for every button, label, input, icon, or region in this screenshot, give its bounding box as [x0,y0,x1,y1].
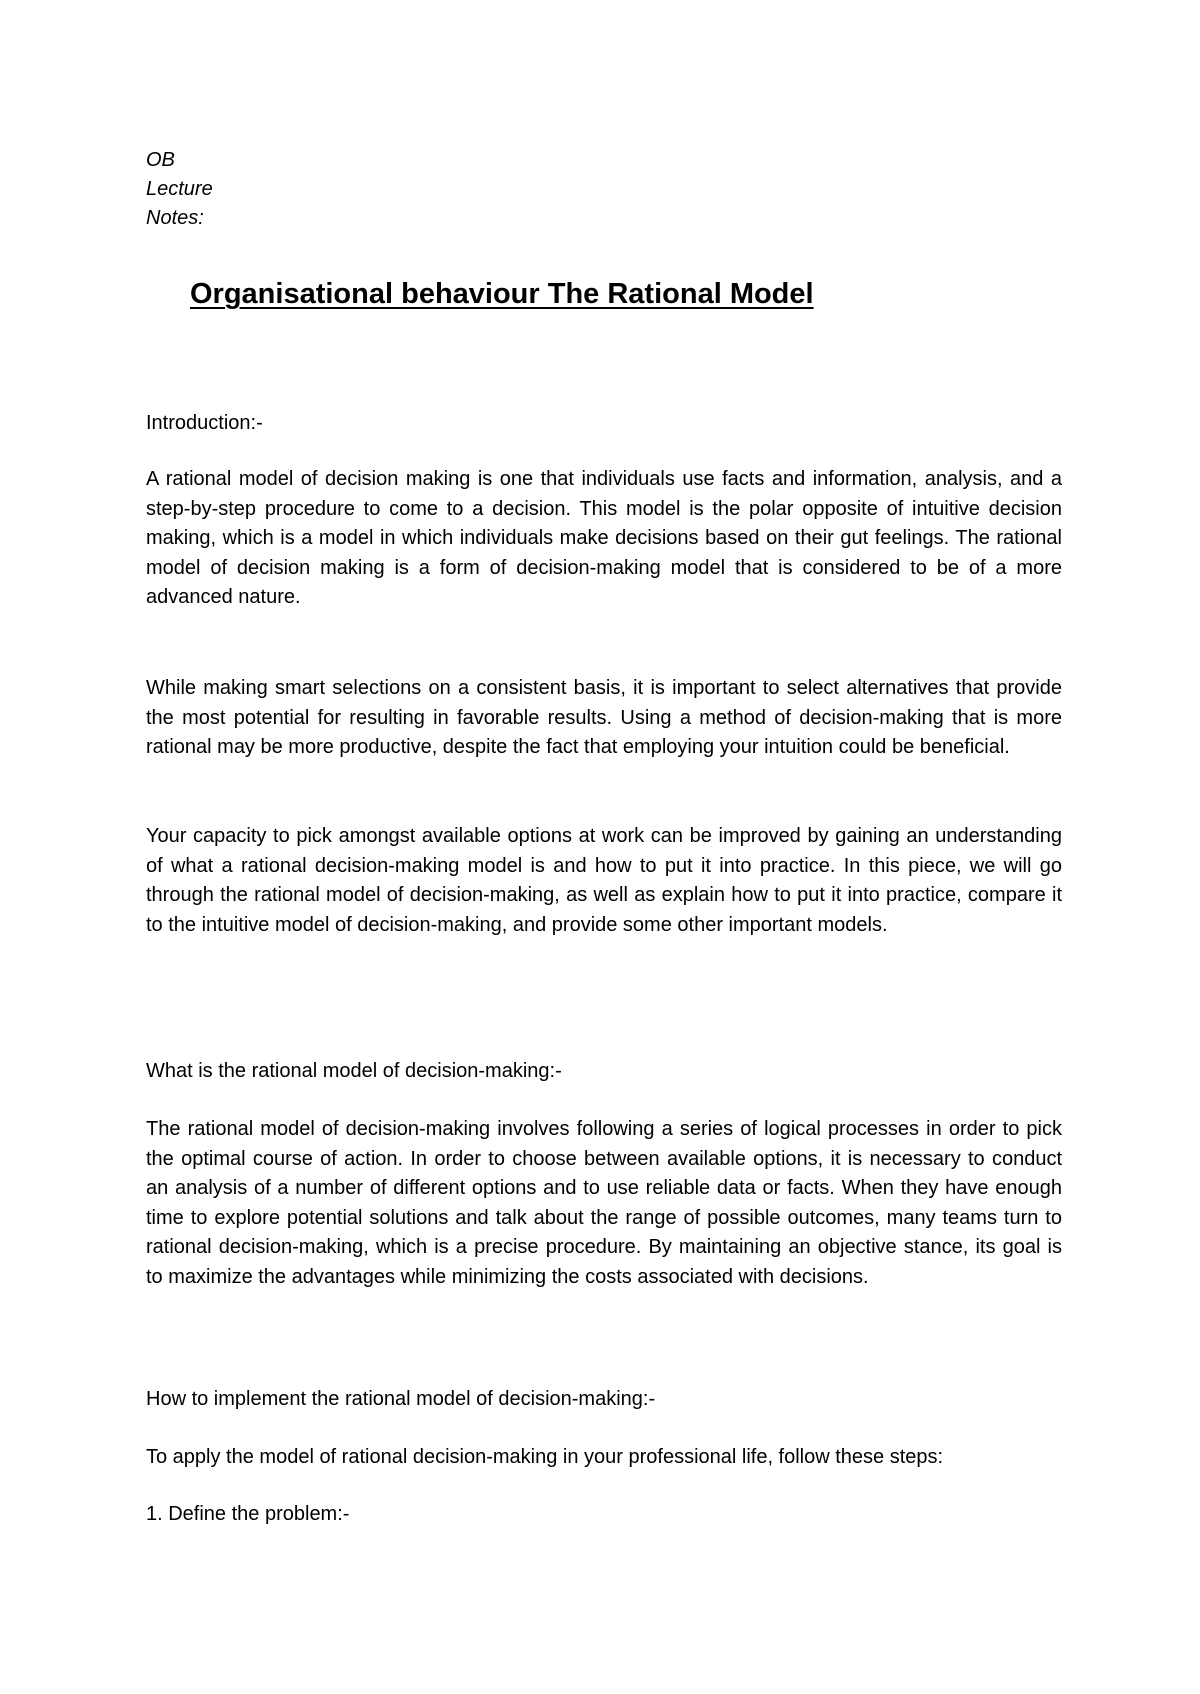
course-code: OB [146,149,175,171]
how-to-intro: To apply the model of rational decision-making in your professional life, follow these steps: [146,1446,944,1468]
notes-type: Lecture [146,178,213,200]
introduction-heading: Introduction:- [146,412,263,434]
introduction-paragraph-1: A rational model of decision making is one that individuals use facts and information, analysis, and a step-by-step procedure to come to a decision. This model is the polar opposite of intuitive decision making, which is a model in which individuals make decisions based on their gut feelings. The rational model of decision making is a form of decision-making model that is considered to be of a more advanced nature. [146,468,1062,609]
document-title: Organisational behaviour The Rational Model [190,278,814,310]
course-notes-label [146,146,213,233]
introduction-paragraph-2: While making smart selections on a consistent basis, it is important to select alternatives that provide the most potential for resulting in favorable results. Using a method of decision-making that is more rational may be more productive, despite the fact that employing your intuition could be beneficial. [146,677,1062,759]
what-is-paragraph: The rational model of decision-making involves following a series of logical processes in order to pick the optimal course of action. In order to choose between available options, it is necessary to conduct an analysis of a number of different options and to use reliable data or facts. When they have enough time to explore potential solutions and talk about the range of possible outcomes, many teams turn to rational decision-making, which is a precise procedure. By maintaining an objective stance, its goal is to maximize the advantages while minimizing the costs associated with decisions. [146,1118,1062,1288]
how-to-heading: How to implement the rational model of decision-making:- [146,1388,656,1410]
introduction-paragraph-3: Your capacity to pick amongst available options at work can be improved by gaining an understanding of what a rational decision-making model is and how to put it into practice. In this piece, we will go through the rational model of decision-making, as well as explain how to put it into practice, compare it to the intuitive model of decision-making, and provide some other important models. [146,825,1062,936]
step-1-heading: 1. Define the problem:- [146,1503,350,1525]
what-is-heading: What is the rational model of decision-making:- [146,1060,562,1082]
notes-suffix: Notes: [146,207,204,229]
